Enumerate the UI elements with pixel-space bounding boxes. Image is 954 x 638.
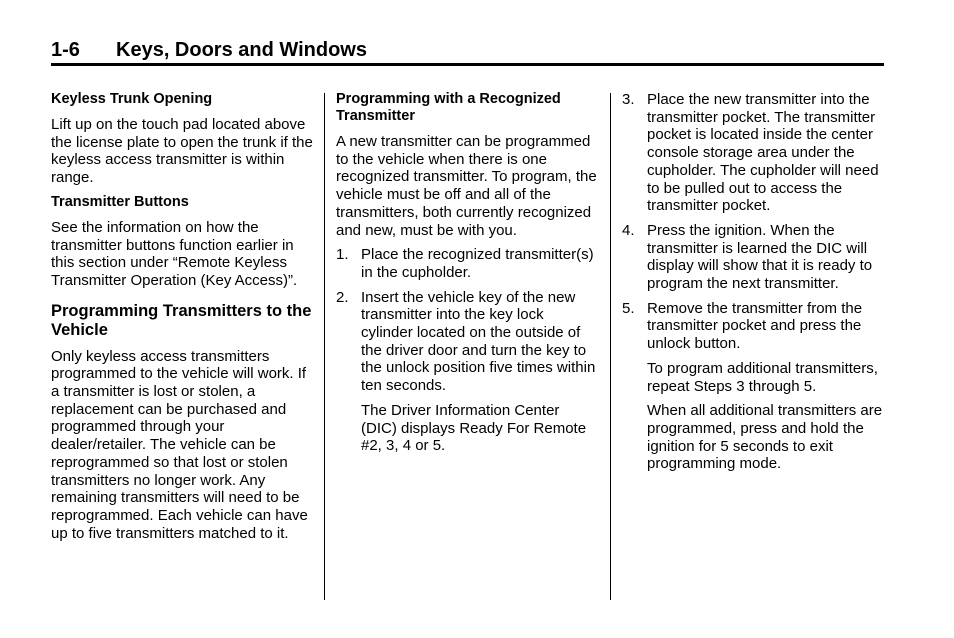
step-2 <box>336 289 598 395</box>
page-number: 1-6 <box>51 39 80 61</box>
step-4 <box>622 222 888 293</box>
heading-programming-recognized: Programming with a Recognized Transmitter <box>336 91 561 124</box>
column-2 <box>336 91 598 462</box>
step-text: Remove the transmitter from the transmitter pocket and press the unlock button. <box>647 299 863 353</box>
step-5 <box>622 300 888 353</box>
heading-programming-transmitters: Programming Transmitters to the Vehicle <box>51 301 312 340</box>
note-exit-programming: When all additional transmitters are programmed, press and hold the ignition for 5 seconds to exit programming mode. <box>647 402 883 473</box>
step-3 <box>622 91 888 215</box>
step-number: 2. <box>336 288 349 306</box>
column-1 <box>51 91 316 549</box>
step-2-note: The Driver Information Center (DIC) displays Ready For Remote #2, 3, 4 or 5. <box>361 401 587 455</box>
column-divider-1 <box>324 93 325 600</box>
step-1 <box>336 246 598 281</box>
paragraph-programming-intro: A new transmitter can be programmed to the vehicle when there is one recognized transmitter. To program, the vehicle must be off and all of the transmitters, both currently recognized and new, must be with you. <box>336 133 597 239</box>
section-title: Keys, Doors and Windows <box>116 39 367 61</box>
column-divider-2 <box>610 93 611 600</box>
page-header <box>51 38 884 66</box>
step-number: 3. <box>622 91 635 108</box>
heading-keyless-trunk-opening: Keyless Trunk Opening <box>51 91 213 107</box>
note-repeat-steps: To program additional transmitters, repeat Steps 3 through 5. <box>647 359 878 395</box>
step-number: 4. <box>622 221 635 239</box>
step-text: Press the ignition. When the transmitter is learned the DIC will display will show that it is ready to program the next transmitter. <box>647 221 873 293</box>
column-3 <box>622 91 888 480</box>
header-rule <box>51 63 884 66</box>
paragraph-transmitter-buttons: See the information on how the transmitter buttons function earlier in this section under “Remote Keyless Transmitter Operation (Key Access)”. <box>51 218 298 289</box>
step-text: Insert the vehicle key of the new transmitter into the key lock cylinder located on the outside of the driver door and turn the key to the unlock position five times within ten seconds. <box>361 288 596 395</box>
step-text: Place the recognized transmitter(s) in the cupholder. <box>361 246 594 281</box>
step-number: 1. <box>336 246 349 264</box>
heading-transmitter-buttons: Transmitter Buttons <box>51 193 189 210</box>
paragraph-trunk-opening: Lift up on the touch pad located above the license plate to open the trunk if the keyless access transmitter is within range. <box>51 116 313 187</box>
step-text: Place the new transmitter into the transmitter pocket. The transmitter pocket is located inside the center console storage area under the cupholder. The cupholder will need to be pulled out to access the transmitter pocket. <box>647 91 879 215</box>
step-number: 5. <box>622 299 635 317</box>
paragraph-programming-transmitters: Only keyless access transmitters programmed to the vehicle will work. If a transmitter is lost or stolen, a replacement can be purchased and programmed through your dealer/retailer. The vehicle can be reprogrammed so that lost or stolen transmitters no longer work. Any remaining transmitters will need to be reprogrammed. Each vehicle can have up to five transmitters matched to it. <box>51 347 308 542</box>
